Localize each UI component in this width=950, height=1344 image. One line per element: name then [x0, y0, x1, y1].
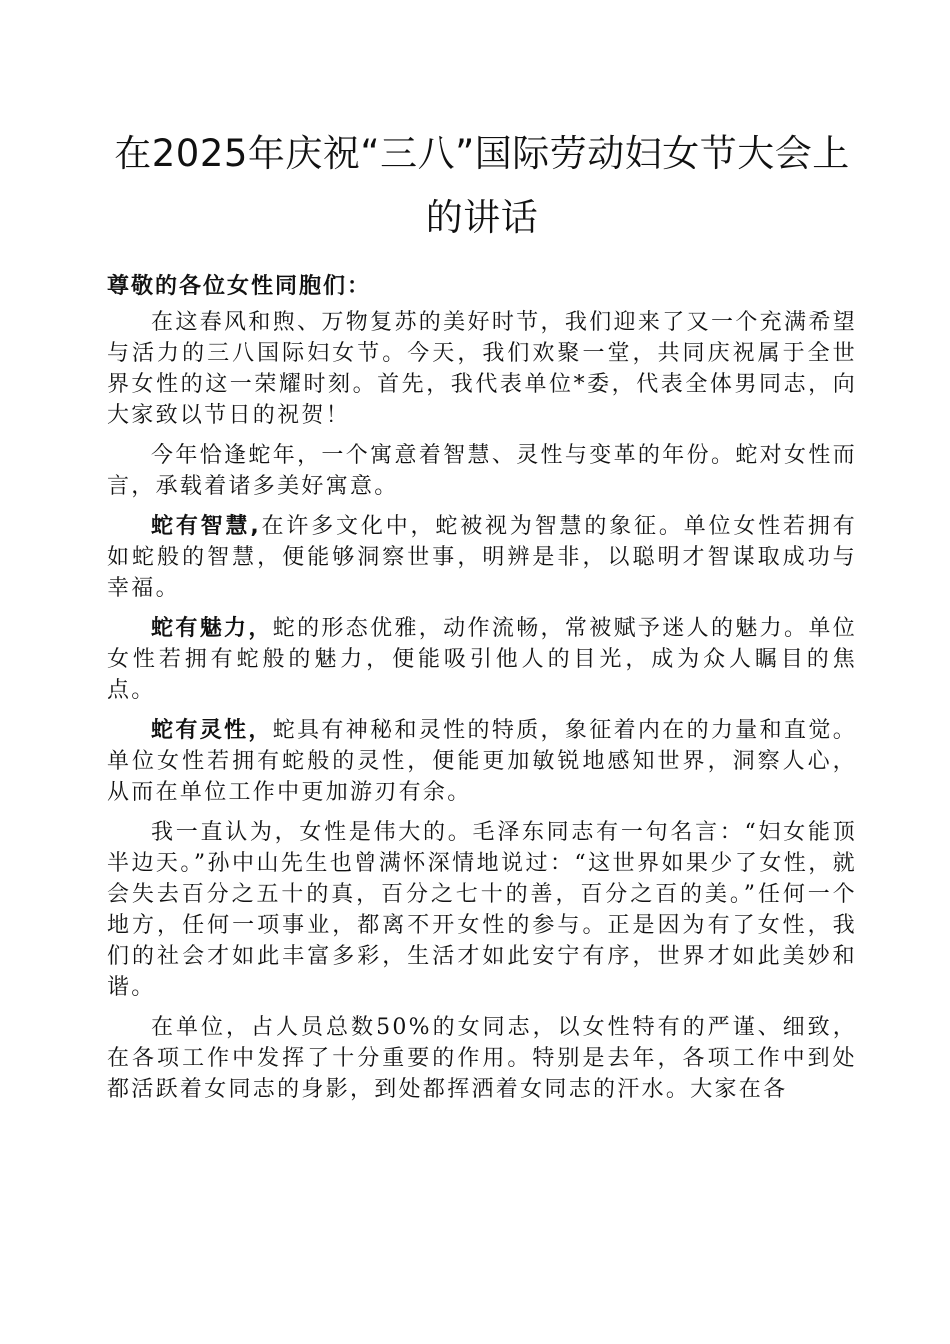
paragraph-4-charm	[107, 613, 857, 706]
paragraph-text: 蛇的形态优雅，动作流畅，常被赋予迷人的魅力。单位女性若拥有蛇般的魅力，便能吸引他人的目光，成为众人瞩目的焦点。	[107, 616, 857, 703]
paragraph-text: 我一直认为，女性是伟大的。毛泽东同志有一句名言：“妇女能顶半边天。”孙中山先生也曾满怀深情地说过：“这世界如果少了女性，就会失去百分之五十的真，百分之七十的善，百分之百的美。”任何一个地方，任何一项事业，都离不开女性的参与。正是因为有了女性，我们的社会才如此丰富多彩，生活才如此安宁有序，世界才如此美妙和谐。	[107, 820, 857, 1000]
document-page	[107, 122, 857, 1105]
paragraph-lead: 蛇有魅力，	[151, 616, 273, 641]
salutation: 尊敬的各位女性同胞们：	[107, 274, 372, 299]
paragraph-text: 在单位，占人员总数50%的女同志，以女性特有的严谨、细致，在各项工作中发挥了十分重要的作用。特别是去年，各项工作中到处都活跃着女同志的身影，到处都挥洒着女同志的汗水。大家在各	[107, 1015, 857, 1102]
paragraph-7	[107, 1012, 857, 1105]
title-line-1: 在2025年庆祝“三八”国际劳动妇女节大会上	[114, 132, 850, 175]
paragraph-lead: 蛇有灵性，	[151, 718, 273, 743]
paragraph-lead: 蛇有智慧,	[151, 514, 261, 539]
paragraph-5-spirit	[107, 715, 857, 808]
paragraph-text: 在许多文化中，蛇被视为智慧的象征。单位女性若拥有如蛇般的智慧，便能够洞察世事，明辨是非，以聪明才智谋取成功与幸福。	[107, 514, 858, 601]
paragraph-text: 蛇具有神秘和灵性的特质，象征着内在的力量和直觉。单位女性若拥有蛇般的灵性，便能更加敏锐地感知世界，洞察人心，从而在单位工作中更加游刃有余。	[107, 718, 857, 805]
paragraph-6	[107, 817, 857, 1003]
paragraph-text: 今年恰逢蛇年，一个寓意着智慧、灵性与变革的年份。蛇对女性而言，承载着诸多美好寓意。	[107, 443, 857, 499]
paragraph-2	[107, 440, 857, 502]
title-line-2: 的讲话	[425, 196, 539, 239]
paragraph-3-wisdom	[107, 511, 857, 604]
paragraph-1	[107, 307, 857, 431]
document-title	[107, 122, 857, 250]
paragraph-text: 在这春风和煦、万物复苏的美好时节，我们迎来了又一个充满希望与活力的三八国际妇女节。今天，我们欢聚一堂，共同庆祝属于全世界女性的这一荣耀时刻。首先，我代表单位*委，代表全体男同志，向大家致以节日的祝贺！	[107, 310, 857, 428]
